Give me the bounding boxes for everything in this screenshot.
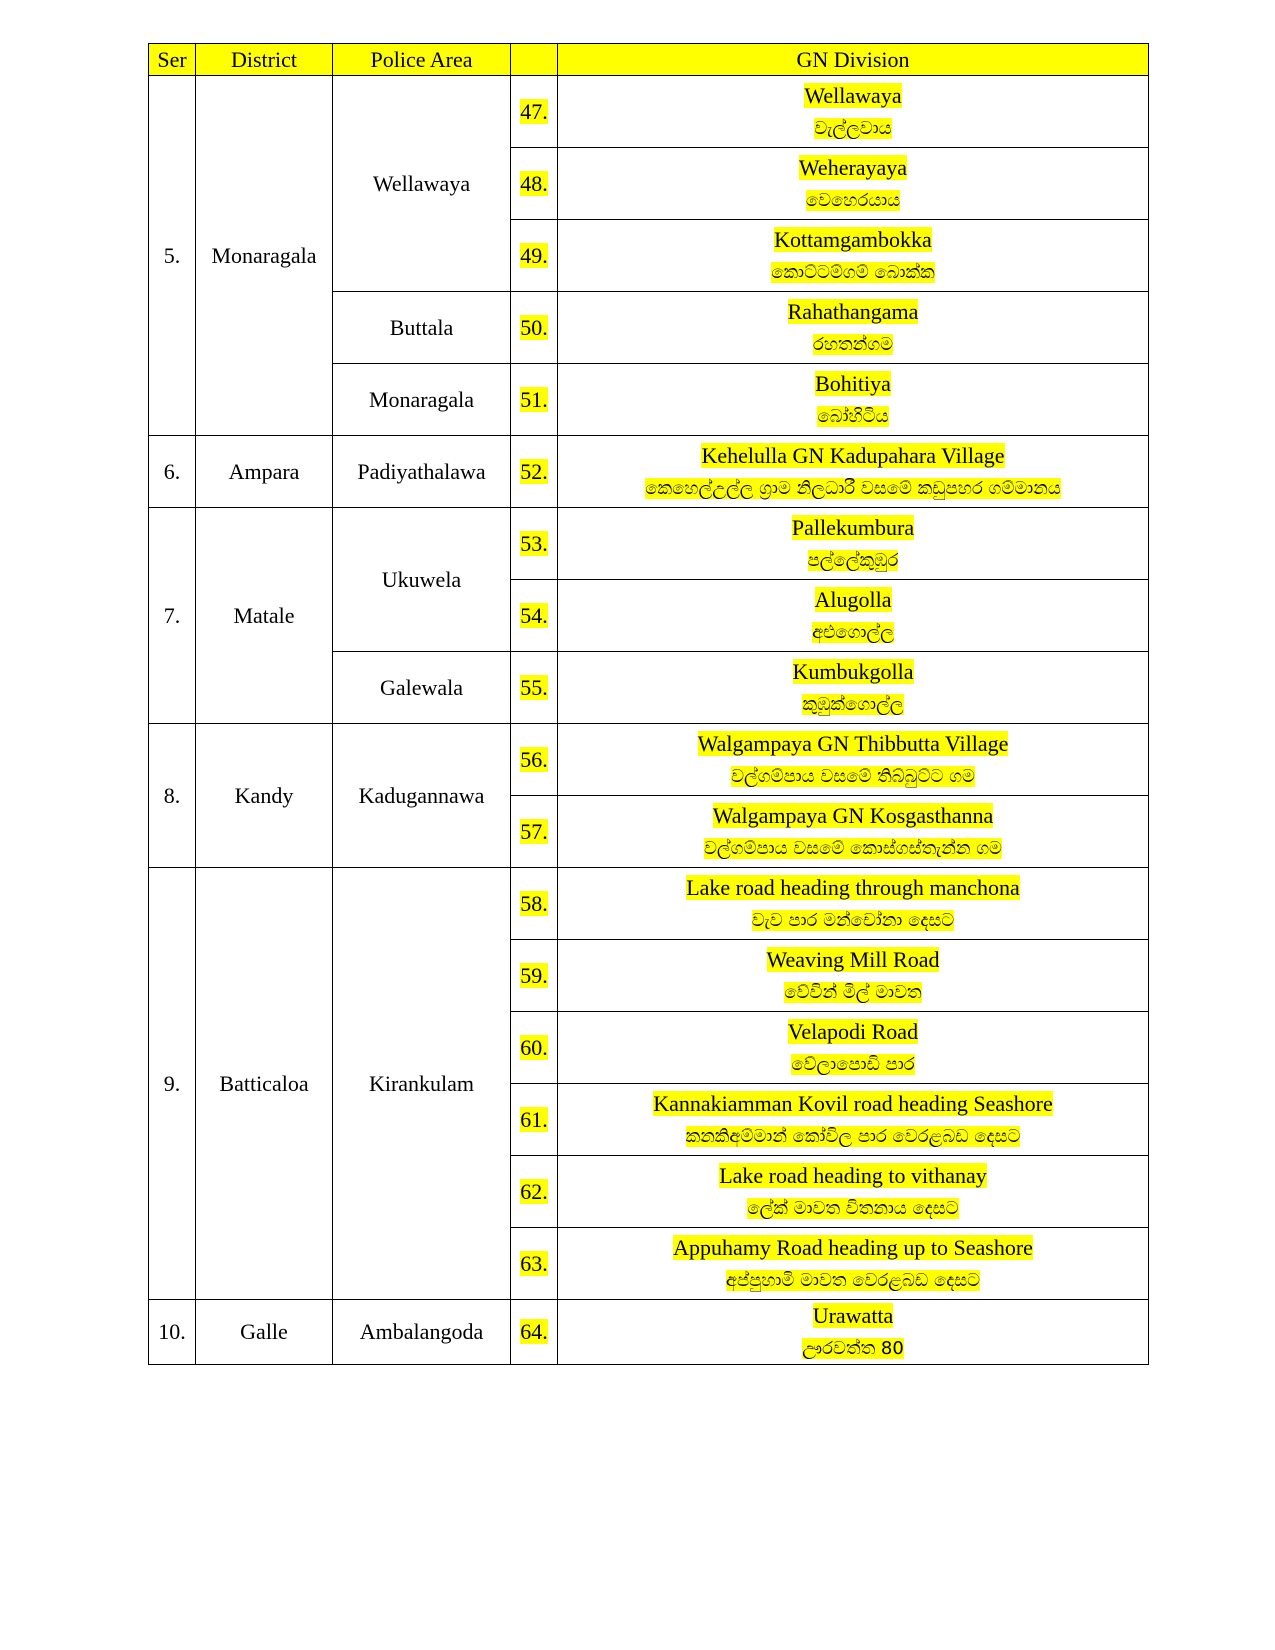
- row-number: 63.: [511, 1228, 558, 1300]
- row-number: 62.: [511, 1156, 558, 1228]
- district-cell: Monaragala: [196, 76, 333, 436]
- gn-division-cell: [558, 508, 1149, 580]
- district-cell: Ampara: [196, 436, 333, 508]
- gn-name-si: වේවින් මිල් මාවත: [784, 981, 922, 1003]
- gn-division-cell: [558, 868, 1149, 940]
- gn-name-en: Lake road heading to vithanay: [719, 1162, 987, 1188]
- police-area-cell: Buttala: [333, 292, 511, 364]
- police-area-cell: Padiyathalawa: [333, 436, 511, 508]
- table-row: [149, 868, 1149, 940]
- gn-division-cell: [558, 148, 1149, 220]
- police-area-cell: Kirankulam: [333, 868, 511, 1300]
- gn-name-en: Alugolla: [814, 586, 892, 612]
- gn-division-cell: [558, 76, 1149, 148]
- table-header-row: [149, 44, 1149, 76]
- gn-division-cell: [558, 292, 1149, 364]
- gn-name-si: කෙහෙල්උල්ල ග්‍රාම නිලධාරී වසමේ කඩුපහර ගම්මානය: [645, 477, 1061, 499]
- table-row: [149, 724, 1149, 796]
- gn-name-si: වල්ගම්පාය වසමේ කොස්ගස්තැන්න ගම: [703, 837, 1003, 859]
- police-area-cell: Ambalangoda: [333, 1300, 511, 1365]
- district-cell: Kandy: [196, 724, 333, 868]
- gn-division-cell: [558, 1012, 1149, 1084]
- row-number: 52.: [511, 436, 558, 508]
- row-number: 51.: [511, 364, 558, 436]
- police-area-cell: Wellawaya: [333, 76, 511, 292]
- police-area-cell: Ukuwela: [333, 508, 511, 652]
- row-number: 57.: [511, 796, 558, 868]
- gn-division-cell: [558, 580, 1149, 652]
- header-gn-division: GN Division: [558, 44, 1149, 76]
- gn-name-en: Kottamgambokka: [774, 226, 932, 252]
- gn-division-cell: [558, 1156, 1149, 1228]
- table-row: [149, 436, 1149, 508]
- ser-cell: 6.: [149, 436, 196, 508]
- gn-division-cell: [558, 364, 1149, 436]
- gn-name-en: Pallekumbura: [791, 514, 915, 540]
- gn-name-en: Rahathangama: [787, 298, 919, 324]
- row-number: 53.: [511, 508, 558, 580]
- gn-name-si: ඌරවත්ත 80: [802, 1338, 904, 1359]
- row-number: 64.: [511, 1300, 558, 1365]
- table-row: [149, 76, 1149, 148]
- row-number: 56.: [511, 724, 558, 796]
- gn-name-en: Lake road heading through manchona: [686, 874, 1020, 900]
- gn-name-si: කොට්ටම්ගම් බොක්ක: [771, 261, 935, 283]
- gn-name-si: කනකිඅම්මාන් කෝවිල පාර වෙරළබඩ දෙසට: [685, 1125, 1021, 1147]
- row-number: 49.: [511, 220, 558, 292]
- ser-cell: 9.: [149, 868, 196, 1300]
- gn-name-si: වේලාපොඩි පාර: [791, 1053, 915, 1075]
- district-cell: Galle: [196, 1300, 333, 1365]
- header-district: District: [196, 44, 333, 76]
- gn-name-si: බෝහිටිය: [817, 405, 889, 427]
- header-police-area: Police Area: [333, 44, 511, 76]
- gn-name-en: Kumbukgolla: [792, 658, 914, 684]
- ser-cell: 8.: [149, 724, 196, 868]
- ser-cell: 7.: [149, 508, 196, 724]
- header-ser: Ser: [149, 44, 196, 76]
- gn-name-si: අප්පුහාමි මාවත වෙරළබඩ දෙසට: [725, 1269, 981, 1291]
- police-area-cell: Monaragala: [333, 364, 511, 436]
- gn-division-cell: [558, 1228, 1149, 1300]
- gn-division-cell: [558, 436, 1149, 508]
- gn-name-en: Urawatta: [812, 1303, 894, 1328]
- district-cell: Batticaloa: [196, 868, 333, 1300]
- ser-cell: 5.: [149, 76, 196, 436]
- gn-name-si: අළුගොල්ල: [812, 621, 894, 643]
- gn-name-si: වැල්ලවාය: [814, 117, 892, 139]
- row-number: 61.: [511, 1084, 558, 1156]
- gn-name-si: වෙහෙරයාය: [805, 189, 901, 211]
- gn-division-table: [148, 43, 1149, 1365]
- gn-name-en: Weaving Mill Road: [766, 946, 940, 972]
- police-area-cell: Galewala: [333, 652, 511, 724]
- row-number: 59.: [511, 940, 558, 1012]
- gn-division-cell: [558, 1300, 1149, 1365]
- row-number: 54.: [511, 580, 558, 652]
- header-number: [511, 44, 558, 76]
- gn-name-en: Velapodi Road: [787, 1018, 919, 1044]
- gn-name-en: Walgampaya GN Kosgasthanna: [712, 802, 994, 828]
- gn-division-cell: [558, 652, 1149, 724]
- row-number: 47.: [511, 76, 558, 148]
- row-number: 48.: [511, 148, 558, 220]
- row-number: 55.: [511, 652, 558, 724]
- gn-name-si: රහතන්ගම: [812, 333, 894, 355]
- gn-name-en: Wellawaya: [804, 82, 902, 108]
- district-cell: Matale: [196, 508, 333, 724]
- gn-division-cell: [558, 724, 1149, 796]
- gn-division-cell: [558, 1084, 1149, 1156]
- table-row: [149, 508, 1149, 580]
- police-area-cell: Kadugannawa: [333, 724, 511, 868]
- gn-name-en: Kannakiamman Kovil road heading Seashore: [653, 1090, 1053, 1116]
- gn-name-en: Walgampaya GN Thibbutta Village: [697, 730, 1009, 756]
- table-row: [149, 1300, 1149, 1365]
- gn-division-cell: [558, 796, 1149, 868]
- gn-name-en: Bohitiya: [815, 370, 891, 396]
- ser-cell: 10.: [149, 1300, 196, 1365]
- gn-name-si: කුඹුක්ගොල්ල: [802, 693, 904, 715]
- gn-name-si: ලේක් මාවත විතනාය දෙසට: [747, 1197, 959, 1219]
- gn-name-si: වැව පාර මන්චෝනා දෙසට: [751, 909, 955, 931]
- gn-name-si: පල්ලේකුඹුර: [807, 549, 899, 571]
- gn-division-cell: [558, 940, 1149, 1012]
- gn-name-si: වල්ගම්පාය වසමේ තිබ්බුට්ට ගම: [731, 765, 975, 787]
- gn-division-cell: [558, 220, 1149, 292]
- gn-name-en: Appuhamy Road heading up to Seashore: [673, 1234, 1033, 1260]
- gn-name-en: Kehelulla GN Kadupahara Village: [701, 442, 1005, 468]
- row-number: 58.: [511, 868, 558, 940]
- row-number: 50.: [511, 292, 558, 364]
- gn-name-en: Weherayaya: [798, 154, 908, 180]
- row-number: 60.: [511, 1012, 558, 1084]
